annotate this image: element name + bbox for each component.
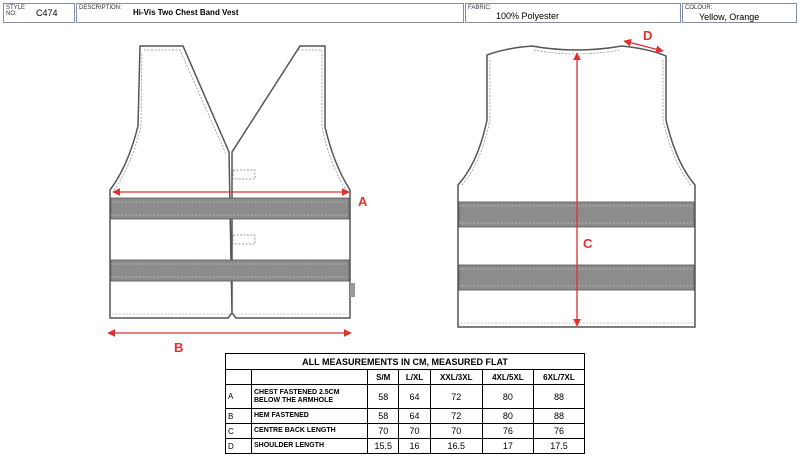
description-value: Hi-Vis Two Chest Band Vest [133, 8, 239, 17]
row-value: 64 [399, 409, 430, 424]
table-row [226, 409, 585, 424]
colour-label: COLOUR: [685, 5, 713, 11]
row-value: 76 [482, 424, 533, 439]
row-value: 15.5 [368, 439, 399, 454]
table-header-row [226, 370, 585, 385]
row-value: 80 [482, 409, 533, 424]
row-value: 72 [430, 385, 482, 409]
row-value: 72 [430, 409, 482, 424]
row-value: 58 [368, 385, 399, 409]
row-value: 17 [482, 439, 533, 454]
style-value: C474 [36, 8, 58, 18]
style-label: STYLE NO: [6, 5, 26, 17]
row-name: HEM FASTENED [252, 409, 368, 424]
row-code: A [226, 385, 252, 409]
row-value: 70 [399, 424, 430, 439]
row-value: 88 [533, 385, 584, 409]
row-value: 70 [430, 424, 482, 439]
row-value: 16.5 [430, 439, 482, 454]
front-lower-band [111, 260, 349, 281]
measurement-table [225, 353, 585, 454]
size-header-2: XXL/3XL [430, 370, 482, 385]
size-header-0: S/M [368, 370, 399, 385]
table-row [226, 385, 585, 409]
row-value: 17.5 [533, 439, 584, 454]
row-value: 88 [533, 409, 584, 424]
fabric-label: FABRIC: [468, 5, 492, 11]
row-value: 70 [368, 424, 399, 439]
row-value: 64 [399, 385, 430, 409]
label-d: D [643, 28, 653, 43]
description-label: DESCRIPTION: [79, 5, 122, 11]
table-row [226, 424, 585, 439]
label-b: B [174, 340, 184, 355]
table-title: ALL MEASUREMENTS IN CM, MEASURED FLAT [226, 354, 585, 370]
size-header-3: 4XL/5XL [482, 370, 533, 385]
front-vest [110, 46, 355, 318]
row-name: CHEST FASTENED 2.5CM BELOW THE ARMHOLE [252, 385, 368, 409]
row-code: D [226, 439, 252, 454]
fabric-value: 100% Polyester [496, 11, 560, 21]
row-name: CENTRE BACK LENGTH [252, 424, 368, 439]
row-value: 80 [482, 385, 533, 409]
row-value: 58 [368, 409, 399, 424]
header-empty-code [226, 370, 252, 385]
row-name: SHOULDER LENGTH [252, 439, 368, 454]
row-value: 16 [399, 439, 430, 454]
row-code: C [226, 424, 252, 439]
label-a: A [358, 194, 368, 209]
size-header-4: 6XL/7XL [533, 370, 584, 385]
size-header-1: L/XL [399, 370, 430, 385]
row-code: B [226, 409, 252, 424]
row-value: 76 [533, 424, 584, 439]
colour-value: Yellow, Orange [699, 12, 760, 22]
label-c: C [583, 236, 593, 251]
side-label-tag [350, 283, 355, 297]
table-row [226, 439, 585, 454]
front-upper-band [111, 198, 349, 219]
header-empty-desc [252, 370, 368, 385]
